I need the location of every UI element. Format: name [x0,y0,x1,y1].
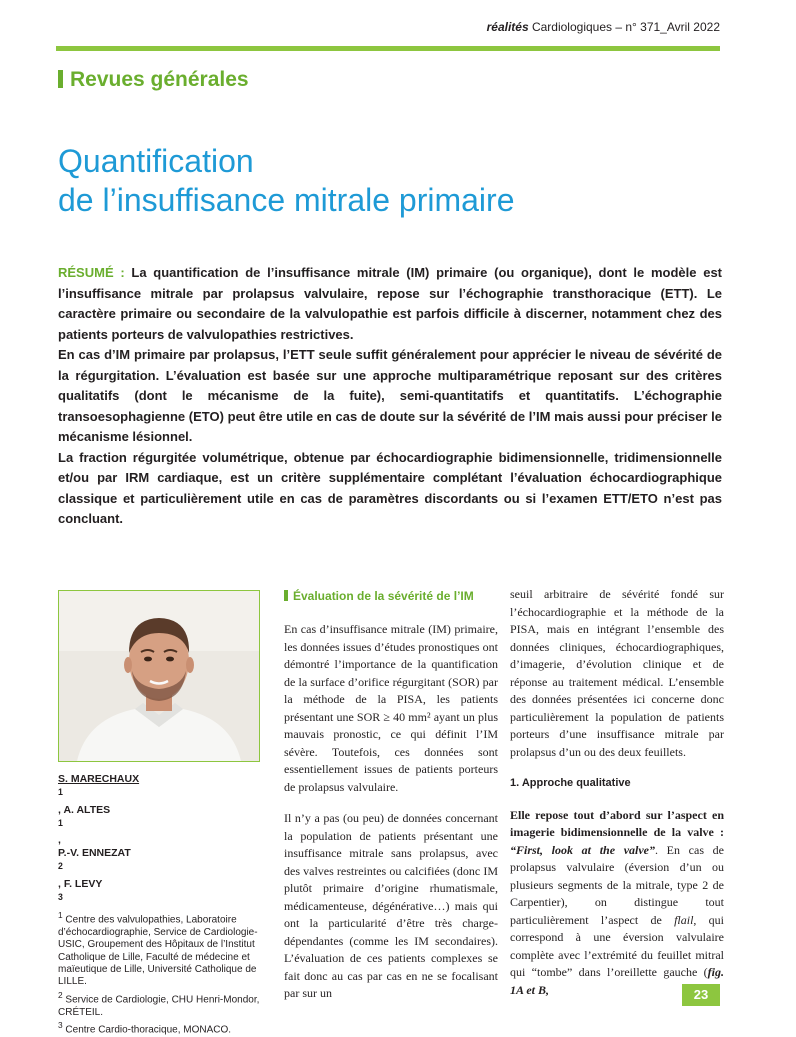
body-paragraph-4-text-a: . En cas de prolapsus valvulaire (éversion d’un ou plusieurs segments de la mitrale, type 2 de Carpentier), on distingue tout particulièrement l’aspect de [510,842,725,927]
affiliation-2 [58,989,268,1019]
body-section-heading [284,589,504,603]
body-paragraph-4 [510,807,724,1000]
abstract-paragraph-3: La fraction régurgitée volumétrique, obtenue par échocardiographie bidimensionnelle, tridimensionnelle et/ou par IRM cardiaque, est un critère supplémentaire complétant l’évaluation échocardiographique classique et particulièrement utile en cas de paramètres discordants ou si l’examen ETT/ETO n’est pas concluant. [58,449,722,526]
affiliation-1-num: 1 [58,910,63,920]
body-paragraph-2: Il n’y a pas (ou peu) de données concernant la population de patients présentant une insuffisance mitrale sans prolapsus, avec des valves restreintes ou calcifiées (donc IM plutôt primaire d’origine rhumatismale, médicamenteuse, dégénérative…) mais qui ont la particularité d’être très charge-dépendantes (comme les IM secondaires). L’évaluation de ces patients complexes se fait donc au cas par cas en ne se focalisant par sur un [284,811,498,1000]
journal-header [487,20,720,34]
body-paragraph-4-text-b: , qui correspond à une éversion valvulaire complète avec l’extrémité du feuillet mitral qui “tombe” dans l’oreillette gauche ( [510,912,725,979]
affiliation-1-text: Centre des valvulopathies, Laboratoire d’échocardiographie, Service de Cardiologie-USIC, Groupement des Hôpitaux de l’Institut Catholique de Lille, Faculté de médecine et maïeutique de Lille, Université Catholique de LILLE. [58,914,258,988]
abstract [58,263,722,530]
author-names-line-1 [58,773,268,847]
abstract-text-1: La quantification de l’insuffisance mitrale (IM) primaire (ou organique), dont le modèle est l’insuffisance mitrale par prolapsus valvulaire, repose sur l’échographie transthoracique (ETT). Le caractère primaire ou secondaire de la valvulopathie est parfois difficile à discerner, notamment chez des patients porteurs de valvulopathies restrictives. [58,265,722,342]
body-paragraph-1: En cas d’insuffisance mitrale (IM) primaire, les données issues d’études pronostiques ont démontré l’importance de la quantification de la surface d’orifice régurgitant (SOR) par la méthode de la PISA, les patients présentant une SOR ≥ 40 mm² ayant un plus mauvais pronostic, ce qui définit l’IM sévère. Toutefois, ces données sont essentiellement issues de patients porteurs de prolapsus valvulaire. [284,622,498,794]
body-paragraph-3: seuil arbitraire de sévérité fondé sur l’échocardiographie et la méthode de la PISA, mais en intégrant l’ensemble des données cliniques, échocardiographiques, d’imagerie, d’évolution clinique et de réponse au traitement médical. L’ensemble des données présentées ici concerne donc particulièrement la population de patients porteurs d’une insuffisance mitrale par prolapsus d’un ou des deux feuillets. [510,587,724,759]
abstract-label: RÉSUMÉ : [58,265,125,280]
section-label [58,68,249,92]
abstract-paragraph-2: En cas d’IM primaire par prolapsus, l’ETT seule suffit généralement pour apprécier le niveau de sévérité de la régurgitation. L’évaluation est basée sur une approche multiparamétrique reposant sur des critères qualitatifs (dont le mécanisme de la fuite), semi-quantitatifs et quantitatifs. L’échographie transoesophagienne (ETO) peut être utile en cas de doute sur la sévérité de l’IM mais aussi pour préciser le mécanisme lésionnel. [58,347,722,444]
section-label-text: Revues générales [70,68,249,91]
affiliation-2-text: Service de Cardiologie, CHU Henri-Mondor, CRÉTEIL. [58,994,260,1018]
author-3-affil: 2 [58,861,63,871]
page-number: 23 [682,984,720,1006]
abstract-paragraph-1 [58,263,722,345]
article-title-line-2: de l’insuffisance mitrale primaire [58,182,515,218]
author-photo [58,590,260,762]
affiliation-2-num: 2 [58,989,63,1000]
author-1-name: S. MARECHAUX [58,773,140,785]
body-paragraph-4-figref: fig. 1A et B, [510,965,724,997]
section-bar-icon [58,70,63,88]
author-2-affil: 1 [58,817,63,828]
author-names [58,773,268,908]
body-column-1 [284,621,498,1017]
author-2-name: , A. ALTES [58,803,111,816]
affiliation-3-text: Centre Cardio-thoracique, MONACO. [62,1024,232,1036]
author-4-affil: 3 [58,891,63,902]
body-paragraph-4-quote: “First, look at the valve” [510,842,656,857]
journal-brand: réalités [486,20,529,34]
author-1-affil: 1 [58,787,63,797]
body-column-2 [510,586,724,1013]
header-rule [56,46,720,51]
authors-block [58,773,268,1037]
author-portrait-image [59,591,259,761]
affiliation-1 [58,909,268,989]
author-names-line-2 [58,847,268,908]
author-sep: , [58,834,61,846]
affiliation-3-num: 3 [58,1019,63,1030]
body-paragraph-4-flail: flail [674,912,694,927]
author-4-name: , F. LEVY [58,877,103,890]
article-title-line-1: Quantification [58,143,254,179]
author-3-name: P.-V. ENNEZAT [58,847,131,859]
article-title [58,142,738,220]
heading-bar-icon [284,590,288,601]
affiliation-3 [58,1019,268,1037]
body-section-heading-text: Évaluation de la sévérité de l’IM [293,589,474,603]
journal-issue: Cardiologiques – n° 371_Avril 2022 [528,20,720,34]
body-paragraph-4-bold: Elle repose tout d’abord sur l’aspect en imagerie bidimensionnelle de la valve : [510,807,724,839]
subsection-heading: 1. Approche qualitative [510,777,631,789]
